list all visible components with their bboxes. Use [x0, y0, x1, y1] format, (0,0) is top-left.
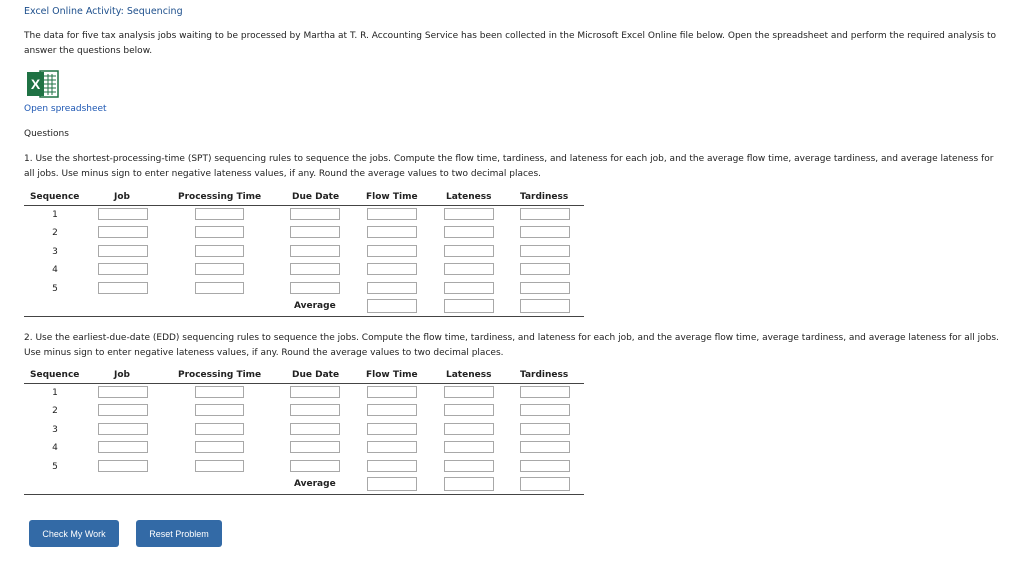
- lateness-input[interactable]: [444, 441, 494, 453]
- due-date-input[interactable]: [290, 423, 340, 435]
- spt-table-header: [24, 192, 584, 206]
- due-date-input[interactable]: [290, 441, 340, 453]
- average-lateness-input[interactable]: [444, 477, 494, 491]
- page-title: Excel Online Activity: Sequencing: [24, 6, 183, 17]
- processing-time-input[interactable]: [195, 386, 244, 398]
- sequence-number: 3: [52, 246, 58, 257]
- sequence-number: 4: [52, 265, 58, 276]
- sequence-number: 2: [52, 228, 58, 239]
- header-processing-time: Processing Time: [178, 370, 262, 380]
- due-date-input[interactable]: [290, 404, 340, 416]
- average-tardiness-input[interactable]: [520, 477, 570, 491]
- sequence-number: 3: [52, 424, 58, 435]
- job-input[interactable]: [98, 404, 148, 416]
- question-2-text: 2. Use the earliest-due-date (EDD) sequencing rules to sequence the jobs. Compute the flow time, tardiness, and lateness for each job, and the average flow time, average tardiness, and average lateness for all jobs. Use minus sign to enter negative lateness values, if any. Round the average values to two decimal places.: [24, 333, 999, 358]
- flow-time-input[interactable]: [367, 263, 417, 275]
- sequence-number: 1: [52, 210, 58, 220]
- tardiness-input[interactable]: [520, 282, 570, 294]
- table-row: [24, 224, 584, 242]
- processing-time-input[interactable]: [195, 460, 244, 472]
- processing-time-input[interactable]: [195, 208, 244, 220]
- check-my-work-button[interactable]: Check My Work: [29, 520, 119, 547]
- lateness-input[interactable]: [444, 245, 494, 257]
- job-input[interactable]: [98, 263, 148, 275]
- questions-heading: Questions: [24, 129, 69, 139]
- flow-time-input[interactable]: [367, 245, 417, 257]
- table-row: [24, 421, 584, 439]
- excel-icon-letter: X: [30, 76, 41, 92]
- average-flow-time-input[interactable]: [367, 299, 417, 313]
- sequence-number: 2: [52, 406, 58, 417]
- processing-time-input[interactable]: [195, 441, 244, 453]
- flow-time-input[interactable]: [367, 282, 417, 294]
- processing-time-input[interactable]: [195, 245, 244, 257]
- sequence-number: 4: [52, 443, 58, 454]
- processing-time-input[interactable]: [195, 226, 244, 238]
- due-date-input[interactable]: [290, 263, 340, 275]
- question-1-text: 1. Use the shortest-processing-time (SPT) sequencing rules to sequence the jobs. Compute the flow time, tardiness, and lateness for each job, and the average flow time, average tardiness, and average lateness for all jobs. Use minus sign to enter negative lateness values, if any. Round the average values to two decimal places.: [24, 154, 994, 179]
- tardiness-input[interactable]: [520, 404, 570, 416]
- average-row: [24, 476, 584, 495]
- header-due-date: Due Date: [292, 370, 340, 380]
- average-row: [24, 298, 584, 317]
- job-input[interactable]: [98, 441, 148, 453]
- header-job: Job: [114, 370, 130, 380]
- table-row: [24, 261, 584, 279]
- tardiness-input[interactable]: [520, 441, 570, 453]
- table-row: [24, 206, 584, 224]
- edd-table-header: [24, 370, 584, 384]
- flow-time-input[interactable]: [367, 460, 417, 472]
- header-sequence: Sequence: [30, 192, 80, 202]
- tardiness-input[interactable]: [520, 423, 570, 435]
- due-date-input[interactable]: [290, 245, 340, 257]
- job-input[interactable]: [98, 282, 148, 294]
- excel-icon[interactable]: [26, 69, 59, 99]
- job-input[interactable]: [98, 208, 148, 220]
- job-input[interactable]: [98, 386, 148, 398]
- table-row: [24, 280, 584, 298]
- lateness-input[interactable]: [444, 423, 494, 435]
- tardiness-input[interactable]: [520, 245, 570, 257]
- intro-text: The data for five tax analysis jobs waiting to be processed by Martha at T. R. Accounting Service has been collected in the Microsoft Excel Online file below. Open the spreadsheet and perform the required analysis to answer the questions below.: [24, 31, 997, 56]
- table-row: [24, 402, 584, 420]
- header-lateness: Lateness: [446, 192, 492, 202]
- header-processing-time: Processing Time: [178, 192, 262, 202]
- processing-time-input[interactable]: [195, 404, 244, 416]
- edd-table: [24, 370, 584, 495]
- flow-time-input[interactable]: [367, 441, 417, 453]
- table-row: [24, 458, 584, 476]
- sequence-number: 5: [52, 461, 58, 472]
- sequence-number: 1: [52, 388, 58, 398]
- header-lateness: Lateness: [446, 370, 492, 380]
- flow-time-input[interactable]: [367, 404, 417, 416]
- job-input[interactable]: [98, 460, 148, 472]
- due-date-input[interactable]: [290, 386, 340, 398]
- lateness-input[interactable]: [444, 208, 494, 220]
- header-tardiness: Tardiness: [520, 370, 569, 380]
- tardiness-input[interactable]: [520, 460, 570, 472]
- lateness-input[interactable]: [444, 460, 494, 472]
- tardiness-input[interactable]: [520, 386, 570, 398]
- tardiness-input[interactable]: [520, 226, 570, 238]
- flow-time-input[interactable]: [367, 226, 417, 238]
- due-date-input[interactable]: [290, 208, 340, 220]
- lateness-input[interactable]: [444, 226, 494, 238]
- spt-table: [24, 192, 584, 317]
- average-tardiness-input[interactable]: [520, 299, 570, 313]
- average-label: Average: [294, 478, 336, 489]
- processing-time-input[interactable]: [195, 263, 244, 275]
- table-row: [24, 384, 584, 402]
- average-lateness-input[interactable]: [444, 299, 494, 313]
- lateness-input[interactable]: [444, 263, 494, 275]
- processing-time-input[interactable]: [195, 282, 244, 294]
- header-flow-time: Flow Time: [366, 192, 418, 202]
- processing-time-input[interactable]: [195, 423, 244, 435]
- flow-time-input[interactable]: [367, 208, 417, 220]
- job-input[interactable]: [98, 245, 148, 257]
- reset-problem-button[interactable]: Reset Problem: [136, 520, 222, 547]
- sequence-number: 5: [52, 283, 58, 294]
- job-input[interactable]: [98, 423, 148, 435]
- flow-time-input[interactable]: [367, 423, 417, 435]
- lateness-input[interactable]: [444, 282, 494, 294]
- header-flow-time: Flow Time: [366, 370, 418, 380]
- open-spreadsheet-link[interactable]: Open spreadsheet: [24, 104, 107, 114]
- average-flow-time-input[interactable]: [367, 477, 417, 491]
- header-sequence: Sequence: [30, 370, 80, 380]
- tardiness-input[interactable]: [520, 208, 570, 220]
- tardiness-input[interactable]: [520, 263, 570, 275]
- table-row: [24, 243, 584, 261]
- header-due-date: Due Date: [292, 192, 340, 202]
- table-row: [24, 439, 584, 457]
- lateness-input[interactable]: [444, 404, 494, 416]
- flow-time-input[interactable]: [367, 386, 417, 398]
- average-label: Average: [294, 300, 336, 311]
- header-tardiness: Tardiness: [520, 192, 569, 202]
- header-job: Job: [114, 192, 130, 202]
- due-date-input[interactable]: [290, 282, 340, 294]
- lateness-input[interactable]: [444, 386, 494, 398]
- job-input[interactable]: [98, 226, 148, 238]
- due-date-input[interactable]: [290, 226, 340, 238]
- due-date-input[interactable]: [290, 460, 340, 472]
